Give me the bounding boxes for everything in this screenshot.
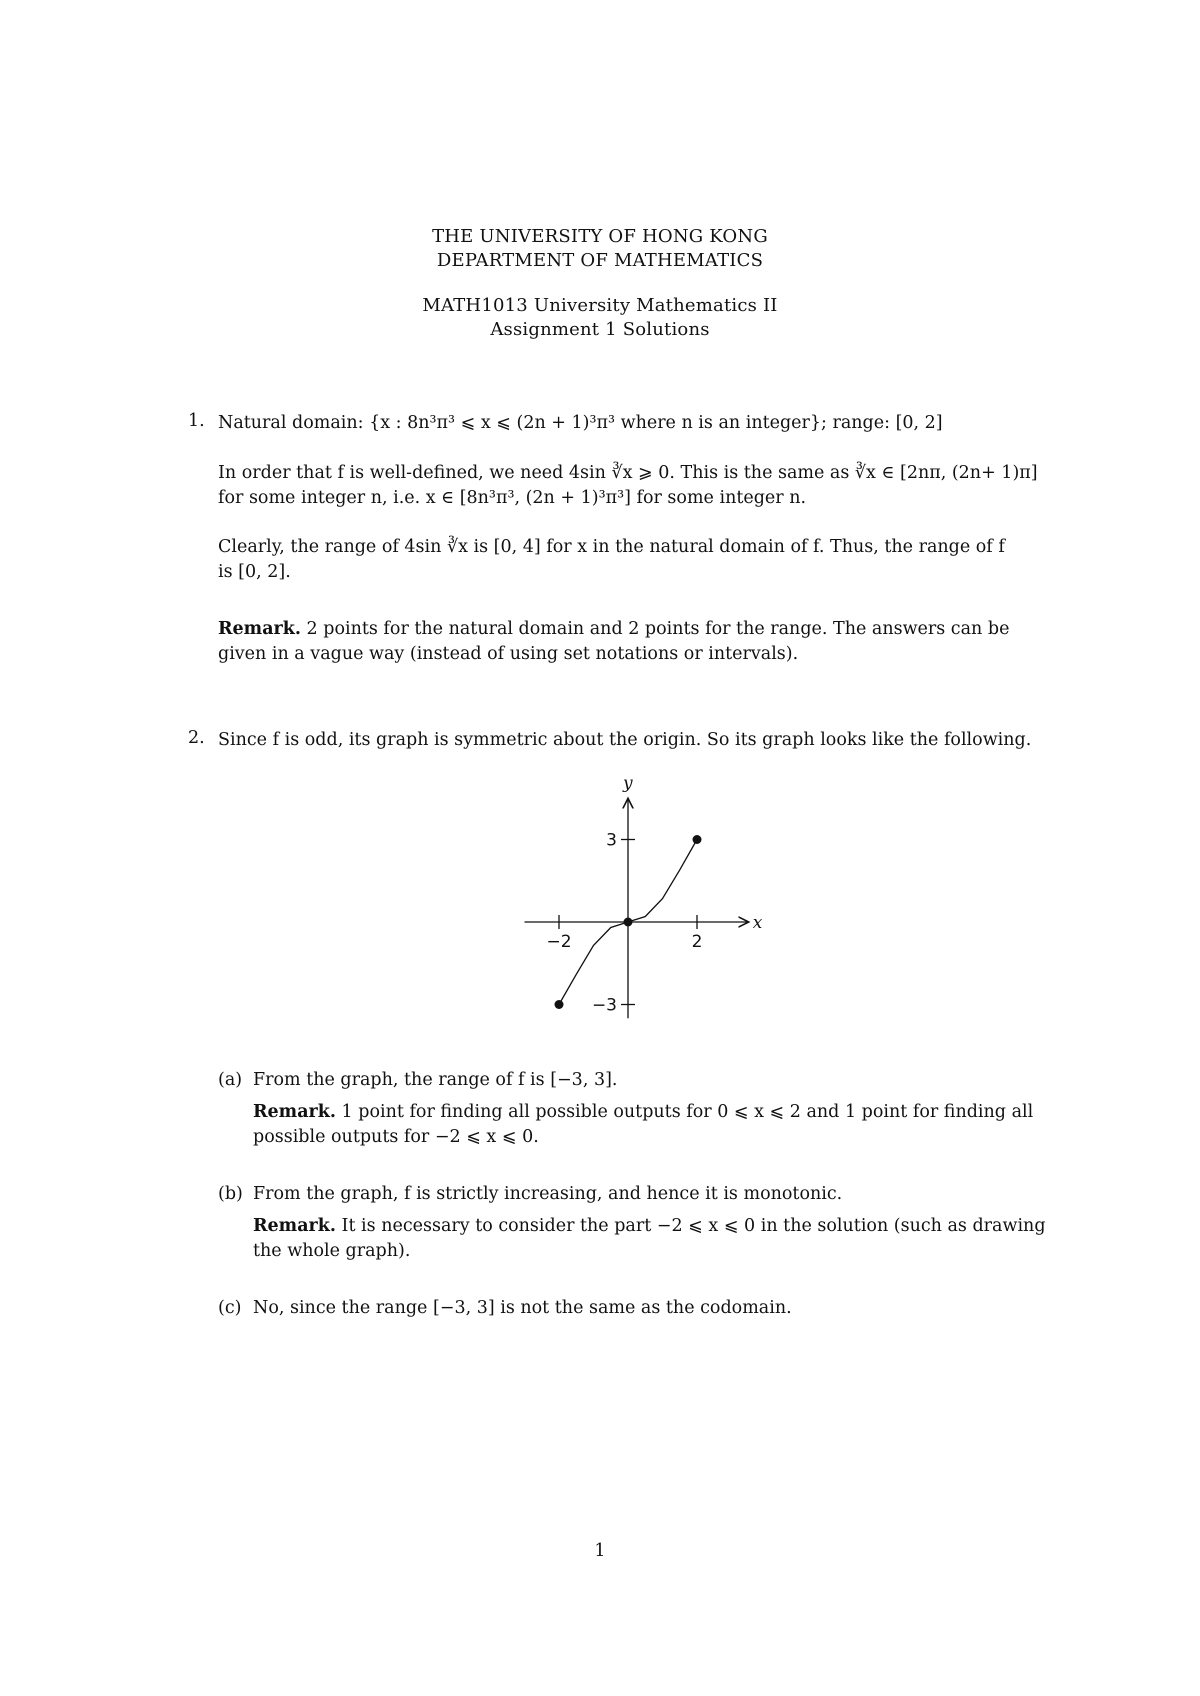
graph-point — [555, 1000, 564, 1009]
part-a-remark-label: Remark. — [253, 1102, 336, 1122]
x-tick-label: 2 — [691, 932, 703, 952]
q1-para1-line1: In order that f is well-defined, we need 4sin ∛x ⩾ 0. This is the same as ∛x ∈ [2nπ, (2n+ 1)π] — [218, 463, 1038, 483]
q2-intro: Since f is odd, its graph is symmetric about the origin. So its graph looks like the following. — [218, 730, 1032, 750]
part-a-remark-line1 — [253, 1100, 1033, 1125]
q1-para2-line1: Clearly, the range of 4sin ∛x is [0, 4] for x in the natural domain of f. Thus, the range of f — [218, 537, 1005, 557]
part-a-remark-text: 1 point for finding all possible outputs for 0 ⩽ x ⩽ 2 and 1 point for finding all — [335, 1102, 1034, 1122]
q1-domain-range: Natural domain: {x : 8n³π³ ⩽ x ⩽ (2n + 1)³π³ where n is an integer}; range: [0, 2] — [218, 413, 943, 433]
question-2-number: 2. — [188, 728, 205, 748]
part-b-remark-line2: the whole graph). — [253, 1241, 411, 1261]
q1-remark-text: 2 points for the natural domain and 2 points for the range. The answers can be — [300, 619, 1010, 639]
part-c-text: No, since the range [−3, 3] is not the same as the codomain. — [253, 1298, 792, 1318]
part-b-text: From the graph, f is strictly increasing, and hence it is monotonic. — [253, 1184, 843, 1204]
q1-remark-line1 — [218, 617, 1009, 642]
part-b-label: (b) — [218, 1184, 243, 1204]
part-a-remark-line2: possible outputs for −2 ⩽ x ⩽ 0. — [253, 1127, 539, 1147]
part-b-remark-text: It is necessary to consider the part −2 ⩽ x ⩽ 0 in the solution (such as drawing — [335, 1216, 1046, 1236]
part-b-remark-label: Remark. — [253, 1216, 336, 1236]
part-b-remark-line1 — [253, 1214, 1046, 1239]
course-title: MATH1013 University Mathematics II — [422, 295, 778, 316]
university-name: THE UNIVERSITY OF HONG KONG — [432, 226, 768, 247]
part-c-label: (c) — [218, 1298, 242, 1318]
question-1-number: 1. — [188, 411, 205, 431]
function-graph — [500, 772, 770, 1048]
part-a-label: (a) — [218, 1070, 243, 1090]
graph-point — [693, 835, 702, 844]
x-axis-label: x — [752, 913, 763, 933]
q1-para2-line2: is [0, 2]. — [218, 562, 291, 582]
q1-para1-line2: for some integer n, i.e. x ∈ [8n³π³, (2n + 1)³π³] for some integer n. — [218, 488, 807, 508]
y-tick-label: 3 — [606, 830, 617, 851]
y-tick-label: −3 — [591, 995, 617, 1016]
q1-remark-line2: given in a vague way (instead of using set notations or intervals). — [218, 644, 799, 664]
page-number: 1 — [594, 1541, 606, 1561]
department-name: DEPARTMENT OF MATHEMATICS — [436, 250, 764, 271]
y-axis-label: y — [623, 773, 633, 794]
assignment-title: Assignment 1 Solutions — [490, 319, 710, 340]
part-a-text: From the graph, the range of f is [−3, 3]. — [253, 1070, 618, 1090]
x-tick-label: −2 — [546, 932, 572, 952]
q1-remark-label: Remark. — [218, 619, 301, 639]
graph-point — [624, 918, 633, 927]
